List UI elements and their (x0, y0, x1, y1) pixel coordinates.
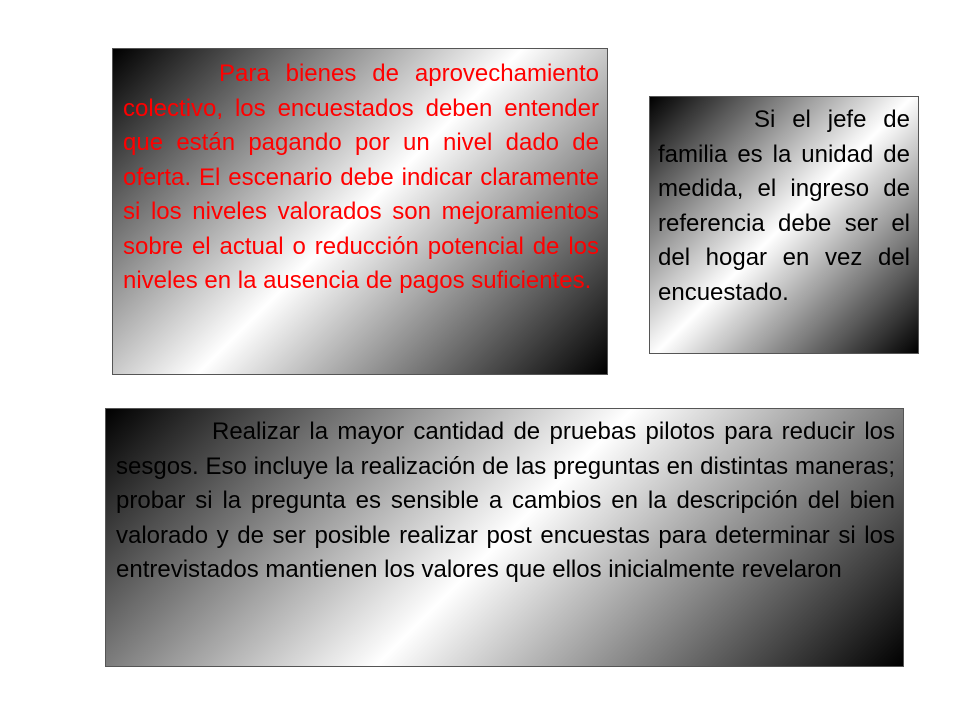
text-box-household-head-paragraph: Si el jefe de familia es la unidad de medida, el ingreso de referencia debe ser el del hogar en vez del encuestado. (658, 106, 910, 306)
text-box-collective-goods (112, 48, 608, 375)
text-box-pilot-tests-paragraph: Realizar la mayor cantidad de pruebas pilotos para reducir los sesgos. Eso incluye la realización de las preguntas en distintas maneras; probar si la pregunta es sensible a cambios en la descripción del bien valorado y de ser posible realizar post encuestas para determinar si los entrevistados mantienen los valores que ellos inicialmente revelaron (116, 418, 895, 583)
text-box-household-head (649, 96, 919, 354)
text-box-pilot-tests (105, 408, 904, 667)
text-box-collective-goods-paragraph: Para bienes de aprovechamiento colectivo, los encuestados deben entender que están pagando por un nivel dado de oferta. El escenario debe indicar claramente si los niveles valorados son mejoramientos sobre el actual o reducción potencial de los niveles en la ausencia de pagos suficientes. (123, 60, 599, 294)
